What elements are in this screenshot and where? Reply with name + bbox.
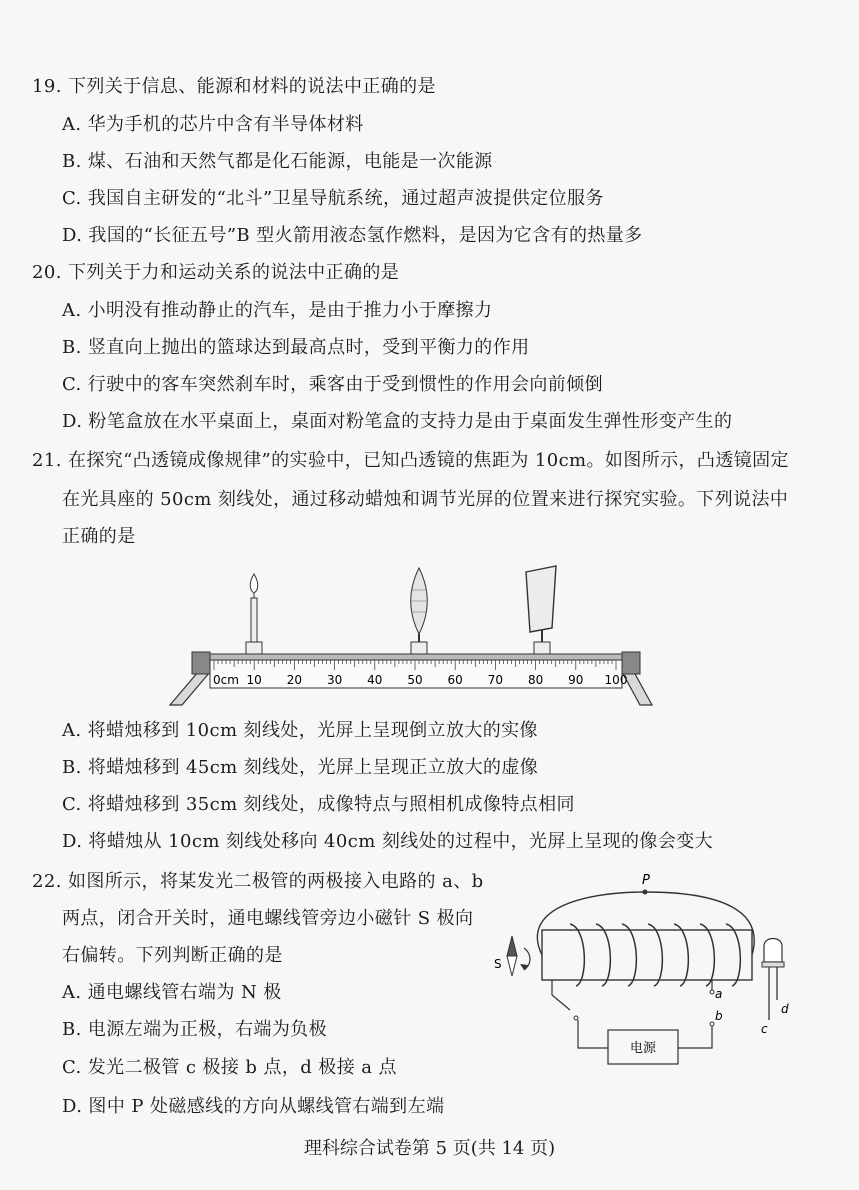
q20-option-d: D. 粉笔盒放在水平桌面上，桌面对粉笔盒的支持力是由于桌面发生弹性形变产生的 bbox=[62, 411, 733, 432]
q21-stem-line3: 正确的是 bbox=[62, 526, 136, 547]
switch-contact bbox=[574, 1016, 578, 1020]
tick-label: 50 bbox=[407, 673, 423, 687]
tick-label: 100 bbox=[604, 673, 628, 687]
led-base bbox=[762, 962, 784, 967]
q19-option-a: A. 华为手机的芯片中含有半导体材料 bbox=[62, 114, 364, 135]
q22-stem-line3: 右偏转。下列判断正确的是 bbox=[62, 945, 283, 966]
coil-turn bbox=[570, 924, 584, 986]
screen-panel bbox=[526, 566, 556, 632]
led-icon bbox=[761, 939, 789, 1037]
tick-label: 0cm bbox=[213, 673, 239, 687]
q21-option-d: D. 将蜡烛从 10cm 刻线处移向 40cm 刻线处的过程中，光屏上呈现的像会变大 bbox=[62, 831, 714, 852]
q22-stem-line2: 两点，闭合开关时，通电螺线管旁边小磁针 S 极向 bbox=[62, 908, 474, 929]
q21-stem-line1: 21. 在探究“凸透镜成像规律”的实验中，已知凸透镜的焦距为 10cm。如图所示，凸透镜固定 bbox=[32, 450, 789, 471]
candle-body bbox=[251, 598, 257, 642]
q19-option-b: B. 煤、石油和天然气都是化石能源，电能是一次能源 bbox=[62, 151, 493, 172]
tick-label: 30 bbox=[326, 673, 343, 687]
label-c: c bbox=[761, 1022, 768, 1036]
optical-bench-diagram bbox=[160, 560, 660, 710]
solenoid-coil bbox=[570, 924, 740, 986]
q22-option-a: A. 通电螺线管右端为 N 极 bbox=[62, 982, 282, 1003]
q20-option-b: B. 竖直向上抛出的篮球达到最高点时，受到平衡力的作用 bbox=[62, 337, 530, 358]
solenoid-circuit-diagram bbox=[490, 870, 810, 1070]
q21-option-b: B. 将蜡烛移到 45cm 刻线处，光屏上呈现正立放大的虚像 bbox=[62, 757, 539, 778]
tick-label: 10 bbox=[246, 673, 262, 687]
coil-turn bbox=[726, 924, 740, 986]
coil-turn bbox=[700, 924, 714, 986]
led-bulb bbox=[764, 939, 782, 963]
q20-option-a: A. 小明没有推动静止的汽车，是由于推力小于摩擦力 bbox=[62, 300, 493, 321]
label-s: S bbox=[494, 957, 502, 971]
solenoid-body bbox=[542, 930, 752, 980]
bench-top-rail bbox=[210, 654, 622, 660]
bench-right-block bbox=[622, 652, 640, 674]
tick-label: 90 bbox=[568, 673, 584, 687]
magnetic-field-line bbox=[537, 892, 754, 955]
q21-option-a: A. 将蜡烛移到 10cm 刻线处，光屏上呈现倒立放大的实像 bbox=[62, 720, 538, 741]
candle-holder bbox=[246, 642, 262, 654]
bench-left-block bbox=[192, 652, 210, 674]
q22-option-c: C. 发光二极管 c 极接 b 点，d 极接 a 点 bbox=[62, 1057, 397, 1078]
lens-holder bbox=[411, 642, 427, 654]
needle-south bbox=[507, 956, 517, 976]
point-p-marker bbox=[643, 890, 648, 895]
coil-turn bbox=[648, 924, 662, 986]
tick-label: 60 bbox=[447, 673, 463, 687]
tick-label: 80 bbox=[527, 673, 544, 687]
convex-lens bbox=[410, 568, 428, 654]
coil-turn bbox=[674, 924, 688, 986]
terminal-a bbox=[710, 990, 714, 994]
q22-option-d: D. 图中 P 处磁感线的方向从螺线管右端到左端 bbox=[62, 1096, 445, 1117]
q22-stem-line1: 22. 如图所示，将某发光二极管的两极接入电路的 a、b bbox=[32, 871, 484, 892]
label-a: a bbox=[715, 987, 723, 1001]
screen-holder bbox=[534, 642, 550, 654]
q20-option-c: C. 行驶中的客车突然刹车时，乘客由于受到惯性的作用会向前倾倒 bbox=[62, 374, 603, 395]
q20-stem: 20. 下列关于力和运动关系的说法中正确的是 bbox=[32, 262, 400, 283]
q19-option-c: C. 我国自主研发的“北斗”卫星导航系统，通过超声波提供定位服务 bbox=[62, 188, 604, 209]
tick-label: 40 bbox=[367, 673, 383, 687]
candle bbox=[246, 574, 262, 654]
compass-needle-icon bbox=[494, 936, 530, 976]
label-d: d bbox=[781, 1002, 789, 1016]
label-p: P bbox=[642, 873, 650, 888]
terminal-b bbox=[710, 1022, 714, 1026]
q19-option-d: D. 我国的“长征五号”B 型火箭用液态氢作燃料，是因为它含有的热量多 bbox=[62, 225, 643, 246]
bench-left-leg bbox=[170, 672, 210, 705]
page-footer: 理科综合试卷第 5 页(共 14 页) bbox=[303, 1138, 556, 1159]
light-screen bbox=[526, 566, 556, 654]
flame-icon bbox=[250, 574, 258, 593]
q19-stem: 19. 下列关于信息、能源和材料的说法中正确的是 bbox=[32, 76, 436, 97]
q22-option-b: B. 电源左端为正极，右端为负极 bbox=[62, 1019, 328, 1040]
coil-turn bbox=[622, 924, 636, 986]
tick-label: 70 bbox=[487, 673, 504, 687]
label-b: b bbox=[715, 1009, 723, 1023]
coil-turn bbox=[596, 924, 610, 986]
q21-option-c: C. 将蜡烛移到 35cm 刻线处，成像特点与照相机成像特点相同 bbox=[62, 794, 575, 815]
label-power-source: 电源 bbox=[629, 1041, 657, 1056]
q21-stem-line2: 在光具座的 50cm 刻线处，通过移动蜡烛和调节光屏的位置来进行探究实验。下列说法中 bbox=[62, 489, 789, 510]
tick-label: 20 bbox=[286, 673, 303, 687]
needle-north bbox=[507, 936, 517, 956]
switch-lever bbox=[552, 995, 570, 1010]
